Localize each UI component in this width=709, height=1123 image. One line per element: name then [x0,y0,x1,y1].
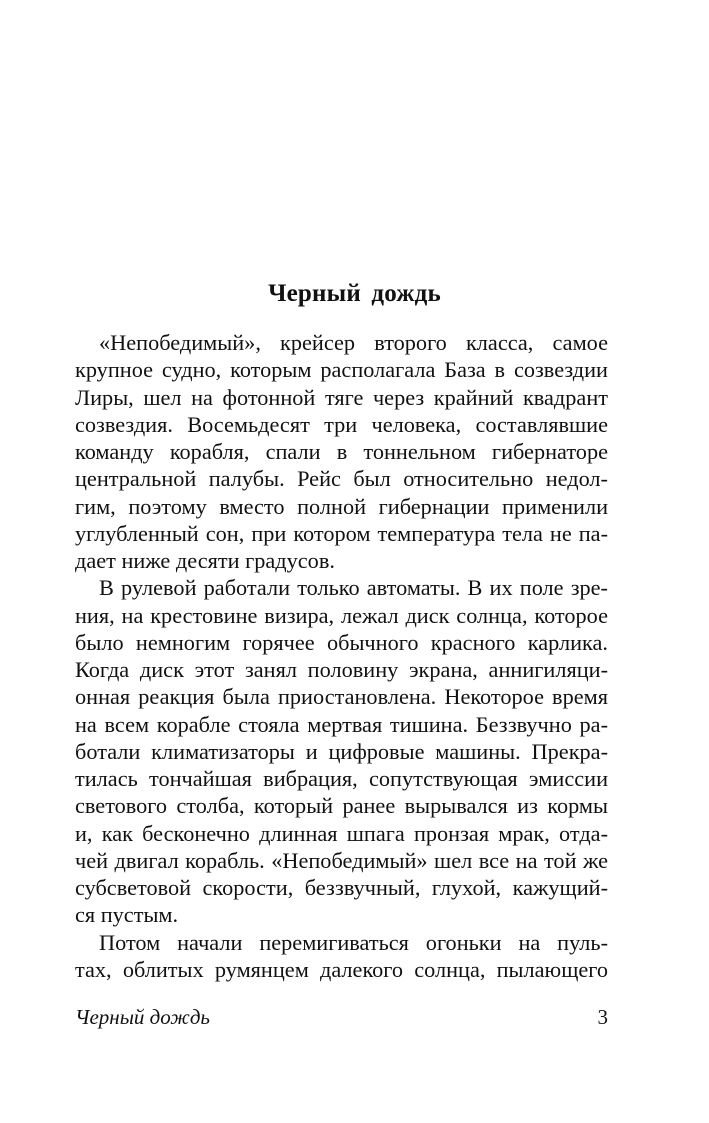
text-line: ся пустым. [75,902,179,928]
chapter-title: Черный дождь [268,280,441,307]
text-line: «Непобедимый», крейсер второго класса, самое [99,330,608,355]
text-line: было немногим горячее обычного красного карлика. [75,629,608,655]
paragraph-2 [75,574,608,928]
text-line: чей двигал корабль. «Непобедимый» шел все на той же [75,847,608,873]
text-line: гим, поэтому вместо полной гибернации применили [75,493,608,519]
paragraph-3 [75,929,608,984]
text-line: дает ниже десяти градусов. [75,548,335,573]
paragraph-1 [75,329,608,574]
text-line: созвездия. Восемьдесят три человека, составлявшие [75,411,608,437]
text-line: ния, на крестовине визира, лежал диск солнца, которое [75,602,608,628]
text-line: Потом начали перемигиваться огоньки на пуль- [99,929,608,955]
page-footer [75,1005,608,1030]
text-line: В рулевой работали только автоматы. В их поле зре- [99,575,608,601]
text-line: на всем корабле стояла мертвая тишина. Беззвучно ра- [75,711,608,737]
text-line: крупное судно, которым располагала База в созвездии [75,357,608,383]
body-text [75,329,608,983]
text-line: онная реакция была приостановлена. Некоторое время [75,684,608,710]
text-line: центральной палубы. Рейс был относительно недол- [75,466,608,492]
text-line: Лиры, шел на фотонной тяге через крайний квадрант [75,384,608,410]
text-line: и, как бесконечно длинная шпага пронзая мрак, отда- [75,820,608,846]
text-line: команду корабля, спали в тоннельном гибернаторе [75,439,608,464]
text-line: ботали климатизаторы и цифровые машины. Прекра- [75,738,608,764]
text-line: тилась тончайшая вибрация, сопутствующая эмиссии [75,766,608,791]
text-line: светового столба, который ранее вырывался из кормы [75,793,608,819]
running-title: Черный дождь [75,1005,210,1029]
text-line: тах, облитых румянцем далекого солнца, пылающего [75,956,608,982]
text-line: углубленный сон, при котором температура тела не па- [75,520,608,546]
text-line: Когда диск этот занял половину экрана, аннигиляци- [75,657,608,682]
page-number: 3 [597,1005,608,1029]
text-line: субсветовой скорости, беззвучный, глухой, кажущий- [75,875,608,900]
